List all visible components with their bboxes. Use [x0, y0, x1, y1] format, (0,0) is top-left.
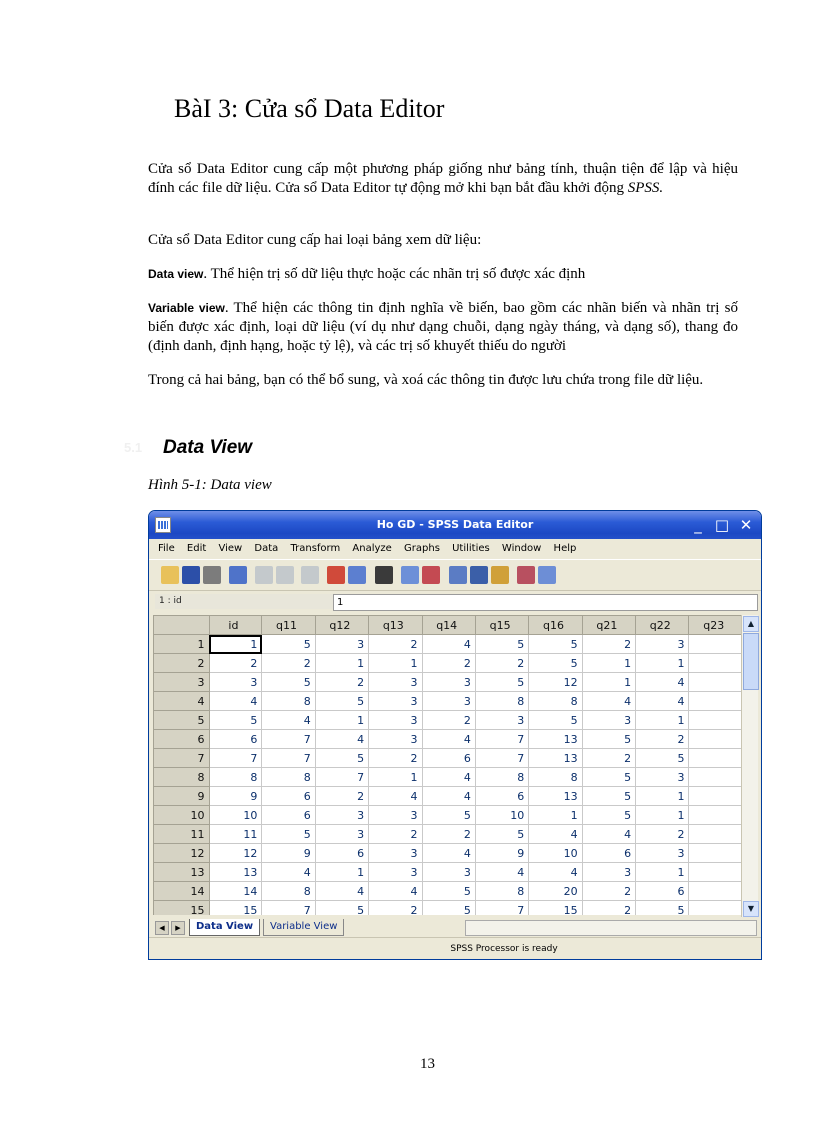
data-cell[interactable] — [689, 863, 743, 882]
page-title: BàI 3: Cửa sổ Data Editor — [174, 94, 445, 123]
data-cell[interactable]: 3 — [315, 635, 368, 654]
row-header[interactable]: 8 — [154, 768, 210, 787]
split-file-icon[interactable] — [449, 566, 467, 584]
data-cell[interactable]: 3 — [636, 768, 689, 787]
column-header[interactable]: id — [209, 616, 262, 635]
column-header[interactable]: q11 — [262, 616, 315, 635]
data-cell[interactable]: 1 — [582, 654, 635, 673]
data-cell[interactable]: 5 — [209, 711, 262, 730]
data-cell[interactable]: 13 — [529, 730, 582, 749]
data-cell[interactable]: 7 — [315, 768, 368, 787]
menu-file[interactable]: File — [158, 543, 175, 554]
data-cell[interactable]: 3 — [636, 635, 689, 654]
intro-italic: SPSS. — [627, 180, 664, 196]
column-header[interactable]: q14 — [422, 616, 475, 635]
data-cell[interactable]: 5 — [475, 673, 528, 692]
data-cell[interactable]: 7 — [475, 730, 528, 749]
menu-transform[interactable]: Transform — [290, 543, 341, 554]
tab-next-icon[interactable]: ▶ — [171, 921, 185, 935]
spss-window — [148, 510, 762, 960]
table-row — [154, 863, 743, 882]
data-cell[interactable] — [689, 749, 743, 768]
data-cell[interactable]: 7 — [262, 901, 315, 916]
data-cell[interactable]: 13 — [529, 749, 582, 768]
section-number: 5.1 — [124, 440, 143, 455]
scroll-thumb[interactable] — [743, 633, 759, 690]
row-header[interactable]: 5 — [154, 711, 210, 730]
insert-case-icon[interactable] — [401, 566, 419, 584]
data-cell[interactable]: 4 — [315, 730, 368, 749]
table-row — [154, 673, 743, 692]
row-header[interactable]: 12 — [154, 844, 210, 863]
data-cell[interactable]: 1 — [636, 806, 689, 825]
data-cell[interactable]: 10 — [475, 806, 528, 825]
data-cell[interactable]: 3 — [636, 844, 689, 863]
menu-graphs[interactable]: Graphs — [404, 543, 440, 554]
data-cell[interactable]: 2 — [262, 654, 315, 673]
data-cell[interactable]: 15 — [529, 901, 582, 916]
summary-paragraph: Trong cả hai bảng, bạn có thể bổ sung, và xoá các thông tin được lưu chứa trong file dữ liệu. — [148, 372, 704, 388]
insert-variable-icon[interactable] — [422, 566, 440, 584]
redo-icon[interactable] — [276, 566, 294, 584]
data-cell[interactable]: 20 — [529, 882, 582, 901]
data-cell[interactable] — [689, 635, 743, 654]
data-cell[interactable]: 1 — [369, 768, 422, 787]
intro-paragraph — [148, 160, 738, 198]
variables-icon[interactable] — [348, 566, 366, 584]
data-cell[interactable]: 12 — [209, 844, 262, 863]
row-header[interactable]: 6 — [154, 730, 210, 749]
data-cell[interactable]: 5 — [529, 635, 582, 654]
tab-data-view[interactable]: Data View — [189, 919, 260, 936]
data-cell[interactable]: 3 — [369, 692, 422, 711]
row-header[interactable]: 15 — [154, 901, 210, 916]
data-cell[interactable]: 3 — [369, 863, 422, 882]
data-cell[interactable]: 5 — [422, 806, 475, 825]
column-header[interactable]: q16 — [529, 616, 582, 635]
row-header[interactable]: 1 — [154, 635, 210, 654]
data-cell[interactable]: 5 — [315, 901, 368, 916]
table-row — [154, 692, 743, 711]
data-cell[interactable] — [689, 768, 743, 787]
minimize-button[interactable]: _ — [694, 516, 702, 534]
data-cell[interactable]: 3 — [582, 863, 635, 882]
data-cell[interactable]: 1 — [369, 654, 422, 673]
data-cell[interactable]: 2 — [582, 901, 635, 916]
data-cell[interactable]: 2 — [422, 711, 475, 730]
open-folder-icon[interactable] — [161, 566, 179, 584]
data-cell[interactable]: 8 — [475, 882, 528, 901]
data-cell[interactable]: 5 — [636, 901, 689, 916]
grid-body — [154, 635, 743, 916]
data-grid — [153, 615, 743, 915]
variable-view-label: Variable view — [148, 301, 225, 315]
section-heading: Data View — [163, 437, 253, 458]
data-cell[interactable] — [689, 730, 743, 749]
status-text: SPSS Processor is ready — [450, 944, 558, 954]
data-cell[interactable]: 7 — [262, 730, 315, 749]
table-row — [154, 749, 743, 768]
data-cell[interactable]: 4 — [422, 768, 475, 787]
table-row — [154, 825, 743, 844]
data-cell[interactable]: 6 — [262, 787, 315, 806]
horizontal-scrollbar[interactable] — [465, 920, 757, 936]
data-cell[interactable]: 2 — [422, 825, 475, 844]
data-cell[interactable]: 2 — [475, 654, 528, 673]
data-cell[interactable]: 4 — [529, 825, 582, 844]
row-header[interactable]: 2 — [154, 654, 210, 673]
tab-variable-view[interactable]: Variable View — [263, 919, 344, 936]
data-cell[interactable]: 2 — [369, 901, 422, 916]
data-cell[interactable]: 8 — [262, 692, 315, 711]
data-cell[interactable] — [689, 825, 743, 844]
window-title: Ho GD - SPSS Data Editor — [376, 518, 534, 531]
toolbar — [149, 559, 761, 591]
data-cell[interactable]: 4 — [315, 882, 368, 901]
data-cell[interactable]: 5 — [582, 787, 635, 806]
window-titlebar[interactable] — [149, 511, 761, 539]
data-cell[interactable]: 3 — [369, 806, 422, 825]
data-cell[interactable]: 2 — [582, 635, 635, 654]
data-cell[interactable]: 8 — [529, 768, 582, 787]
variable-view-paragraph — [148, 299, 738, 356]
data-cell[interactable]: 4 — [422, 730, 475, 749]
data-cell[interactable]: 5 — [636, 749, 689, 768]
table-row — [154, 768, 743, 787]
data-cell[interactable]: 2 — [369, 635, 422, 654]
data-cell[interactable] — [689, 692, 743, 711]
corner-cell[interactable] — [154, 616, 210, 635]
column-header[interactable]: q13 — [369, 616, 422, 635]
weight-cases-icon[interactable] — [470, 566, 488, 584]
data-cell[interactable]: 3 — [369, 844, 422, 863]
data-cell[interactable]: 5 — [422, 882, 475, 901]
data-cell[interactable] — [689, 673, 743, 692]
data-cell[interactable]: 2 — [582, 749, 635, 768]
goto-case-icon[interactable] — [327, 566, 345, 584]
data-cell[interactable]: 6 — [422, 749, 475, 768]
data-cell[interactable]: 2 — [369, 825, 422, 844]
data-cell[interactable]: 14 — [209, 882, 262, 901]
data-cell[interactable] — [689, 654, 743, 673]
data-cell[interactable]: 5 — [582, 730, 635, 749]
column-header[interactable]: q22 — [636, 616, 689, 635]
data-cell[interactable]: 7 — [475, 749, 528, 768]
value-labels-icon[interactable] — [517, 566, 535, 584]
data-cell[interactable]: 3 — [422, 863, 475, 882]
data-cell[interactable]: 3 — [475, 711, 528, 730]
data-cell[interactable] — [689, 844, 743, 863]
data-cell[interactable]: 8 — [262, 882, 315, 901]
goto-chart-icon[interactable] — [301, 566, 319, 584]
data-cell[interactable] — [689, 901, 743, 916]
menu-window[interactable]: Window — [501, 543, 542, 554]
data-cell[interactable]: 4 — [422, 787, 475, 806]
data-cell[interactable]: 1 — [209, 635, 262, 654]
data-cell[interactable]: 12 — [529, 673, 582, 692]
data-cell[interactable]: 1 — [636, 863, 689, 882]
data-cell[interactable]: 4 — [636, 673, 689, 692]
data-cell[interactable]: 1 — [582, 673, 635, 692]
row-header[interactable]: 3 — [154, 673, 210, 692]
data-cell[interactable]: 2 — [636, 730, 689, 749]
data-cell[interactable]: 4 — [636, 692, 689, 711]
table-row — [154, 844, 743, 863]
data-cell[interactable]: 1 — [315, 863, 368, 882]
row-header[interactable]: 10 — [154, 806, 210, 825]
intro-text: Cửa sổ Data Editor cung cấp một phương pháp giống như bảng tính, thuận tiện để lập và hiệu đính các file dữ liệu. Cửa sổ Data Editor tự động mở khi bạn bắt đầu khởi động — [148, 161, 738, 196]
menu-analyze[interactable]: Analyze — [352, 543, 392, 554]
data-cell[interactable]: 6 — [209, 730, 262, 749]
data-cell[interactable]: 8 — [529, 692, 582, 711]
table-row — [154, 711, 743, 730]
menu-utilities[interactable]: Utilities — [452, 543, 490, 554]
data-cell[interactable]: 5 — [262, 635, 315, 654]
data-cell[interactable]: 5 — [582, 806, 635, 825]
tab-prev-icon[interactable]: ◀ — [155, 921, 169, 935]
data-cell[interactable]: 2 — [369, 749, 422, 768]
data-cell[interactable]: 5 — [315, 749, 368, 768]
column-header[interactable]: q12 — [315, 616, 368, 635]
data-cell[interactable]: 2 — [209, 654, 262, 673]
data-cell[interactable]: 1 — [315, 711, 368, 730]
use-sets-icon[interactable] — [538, 566, 556, 584]
data-cell[interactable] — [689, 806, 743, 825]
data-cell[interactable]: 5 — [315, 692, 368, 711]
close-button[interactable]: ✕ — [739, 516, 753, 534]
data-cell[interactable]: 8 — [475, 692, 528, 711]
data-cell[interactable]: 3 — [369, 711, 422, 730]
data-cell[interactable]: 4 — [262, 863, 315, 882]
data-cell[interactable]: 1 — [636, 787, 689, 806]
data-view-label: Data view — [148, 267, 204, 281]
menu-data[interactable]: Data — [254, 543, 279, 554]
data-cell[interactable]: 13 — [529, 787, 582, 806]
data-cell[interactable]: 4 — [529, 863, 582, 882]
header-row — [154, 616, 743, 635]
data-cell[interactable]: 4 — [262, 711, 315, 730]
data-cell[interactable]: 10 — [209, 806, 262, 825]
data-cell[interactable]: 4 — [475, 863, 528, 882]
data-cell[interactable]: 1 — [315, 654, 368, 673]
cell-reference: 1 : id — [155, 594, 335, 609]
data-view-paragraph — [148, 265, 738, 284]
print-icon[interactable] — [203, 566, 221, 584]
status-bar — [149, 937, 761, 960]
data-cell[interactable]: 9 — [262, 844, 315, 863]
data-cell[interactable]: 7 — [475, 901, 528, 916]
data-cell[interactable]: 3 — [315, 806, 368, 825]
data-cell[interactable]: 2 — [315, 673, 368, 692]
row-header[interactable]: 7 — [154, 749, 210, 768]
select-cases-icon[interactable] — [491, 566, 509, 584]
data-cell[interactable]: 5 — [529, 711, 582, 730]
page-number: 13 — [420, 1056, 435, 1072]
data-cell[interactable]: 5 — [582, 768, 635, 787]
column-header[interactable]: q15 — [475, 616, 528, 635]
undo-icon[interactable] — [255, 566, 273, 584]
data-cell[interactable]: 3 — [369, 730, 422, 749]
data-cell[interactable]: 6 — [475, 787, 528, 806]
table-row — [154, 730, 743, 749]
data-cell[interactable]: 2 — [422, 654, 475, 673]
save-icon[interactable] — [182, 566, 200, 584]
data-cell[interactable]: 2 — [636, 825, 689, 844]
data-cell[interactable] — [689, 882, 743, 901]
data-cell[interactable]: 4 — [582, 825, 635, 844]
table-row — [154, 635, 743, 654]
row-header[interactable]: 4 — [154, 692, 210, 711]
data-cell[interactable]: 7 — [209, 749, 262, 768]
data-cell[interactable]: 3 — [209, 673, 262, 692]
data-cell[interactable]: 9 — [475, 844, 528, 863]
row-header[interactable]: 13 — [154, 863, 210, 882]
data-cell[interactable]: 1 — [636, 654, 689, 673]
data-cell[interactable]: 9 — [209, 787, 262, 806]
data-cell[interactable]: 1 — [529, 806, 582, 825]
data-view-text: . Thể hiện trị số dữ liệu thực hoặc các nhãn trị số được xác định — [203, 266, 586, 282]
menu-bar — [149, 539, 761, 559]
column-header[interactable]: q23 — [689, 616, 743, 635]
views-paragraph: Cửa sổ Data Editor cung cấp hai loại bảng xem dữ liệu: — [148, 232, 482, 248]
row-header[interactable]: 11 — [154, 825, 210, 844]
data-cell[interactable]: 2 — [582, 882, 635, 901]
data-cell[interactable]: 5 — [529, 654, 582, 673]
data-cell[interactable]: 4 — [422, 635, 475, 654]
scroll-up-icon[interactable]: ▲ — [743, 616, 759, 632]
data-cell[interactable]: 4 — [582, 692, 635, 711]
data-cell[interactable]: 3 — [369, 673, 422, 692]
data-cell[interactable]: 11 — [209, 825, 262, 844]
dialog-recall-icon[interactable] — [229, 566, 247, 584]
data-cell[interactable]: 6 — [315, 844, 368, 863]
vertical-scrollbar[interactable] — [741, 615, 758, 917]
data-cell[interactable]: 4 — [369, 787, 422, 806]
menu-view[interactable]: View — [218, 543, 243, 554]
table-row — [154, 901, 743, 916]
data-cell[interactable]: 6 — [582, 844, 635, 863]
data-cell[interactable]: 4 — [369, 882, 422, 901]
row-header[interactable]: 14 — [154, 882, 210, 901]
table-row — [154, 787, 743, 806]
data-cell[interactable]: 13 — [209, 863, 262, 882]
data-cell[interactable]: 5 — [475, 635, 528, 654]
figure-caption: Hình 5-1: Data view — [148, 477, 272, 493]
table-row — [154, 654, 743, 673]
data-cell[interactable]: 4 — [209, 692, 262, 711]
data-cell[interactable]: 5 — [422, 901, 475, 916]
menu-help[interactable]: Help — [553, 543, 577, 554]
data-cell[interactable]: 3 — [582, 711, 635, 730]
data-cell[interactable]: 6 — [262, 806, 315, 825]
data-cell[interactable]: 10 — [529, 844, 582, 863]
variable-view-text: . Thể hiện các thông tin định nghĩa về biến, bao gồm các nhãn biến và nhãn trị số biến được xác định, loại dữ liệu (ví dụ như dạng chuỗi, dạng ngày tháng, và dạng số), thang đo (định danh, định hạng, hoặc tỷ lệ), và các trị số khuyết thiếu do người — [148, 300, 739, 354]
data-cell[interactable] — [689, 787, 743, 806]
data-cell[interactable]: 6 — [636, 882, 689, 901]
scroll-down-icon[interactable]: ▼ — [743, 901, 759, 917]
column-header[interactable]: q21 — [582, 616, 635, 635]
data-cell[interactable]: 8 — [262, 768, 315, 787]
data-table — [153, 615, 743, 915]
data-cell[interactable]: 5 — [475, 825, 528, 844]
data-cell[interactable]: 1 — [636, 711, 689, 730]
sheet-tabs — [149, 917, 761, 937]
data-cell[interactable]: 8 — [209, 768, 262, 787]
data-cell[interactable]: 3 — [422, 673, 475, 692]
cell-editor-bar — [149, 591, 761, 613]
table-row — [154, 882, 743, 901]
find-icon[interactable] — [375, 566, 393, 584]
data-cell[interactable]: 3 — [315, 825, 368, 844]
data-cell[interactable] — [689, 711, 743, 730]
data-cell[interactable]: 5 — [262, 673, 315, 692]
data-cell[interactable]: 2 — [315, 787, 368, 806]
cell-value-input[interactable]: 1 — [333, 594, 758, 611]
data-cell[interactable]: 7 — [262, 749, 315, 768]
data-cell[interactable]: 15 — [209, 901, 262, 916]
data-cell[interactable]: 4 — [422, 844, 475, 863]
menu-edit[interactable]: Edit — [186, 543, 207, 554]
table-row — [154, 806, 743, 825]
data-cell[interactable]: 3 — [422, 692, 475, 711]
data-cell[interactable]: 8 — [475, 768, 528, 787]
data-cell[interactable]: 5 — [262, 825, 315, 844]
maximize-button[interactable]: □ — [714, 516, 730, 534]
row-header[interactable]: 9 — [154, 787, 210, 806]
